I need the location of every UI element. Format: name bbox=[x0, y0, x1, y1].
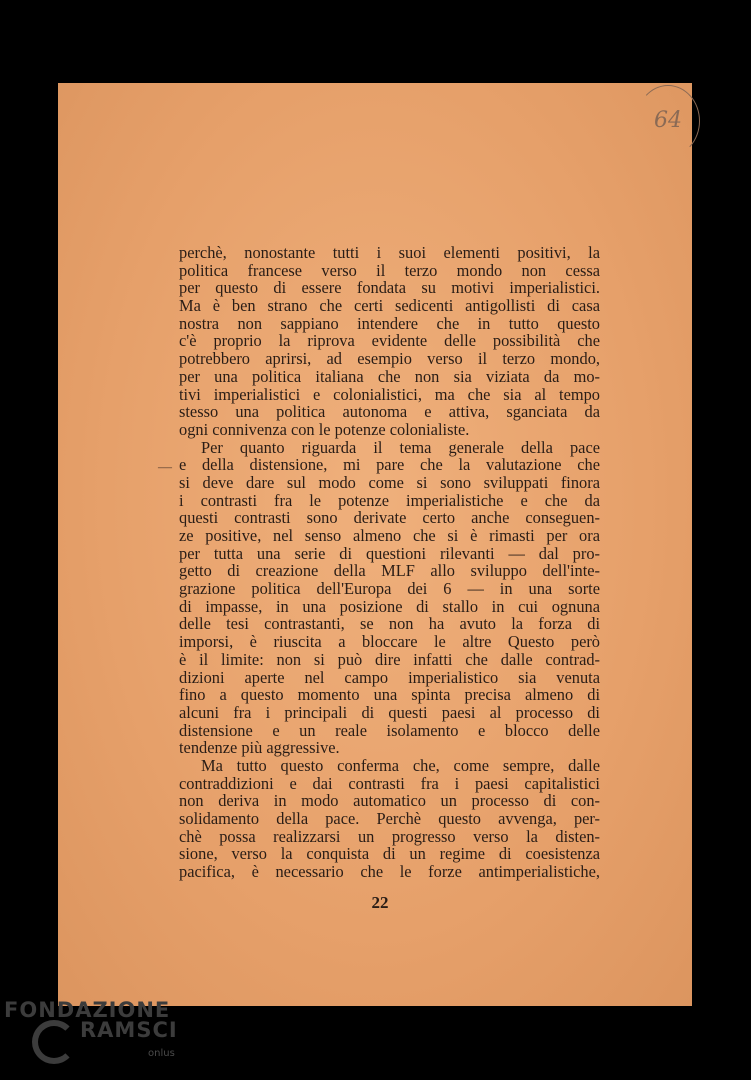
text-line: grazione politica dell'Europa dei 6 — in una sorte bbox=[179, 579, 600, 599]
text-line: per tutta una serie di questioni rilevanti — dal pro- bbox=[179, 543, 600, 563]
text-line: e della distensione, mi pare che la valutazione che bbox=[179, 455, 600, 475]
text-line: per una politica italiana che non sia viziata da mo- bbox=[179, 366, 600, 386]
text-line: imporsi, è riuscita a bloccare le altre Questo però bbox=[179, 632, 600, 652]
text-line: pacifica, è necessario che le forze antimperialistiche, bbox=[179, 862, 600, 882]
text-line: non deriva in modo automatico un processo di con- bbox=[179, 791, 600, 811]
text-line: Ma è ben strano che certi sedicenti antigollisti di casa bbox=[179, 296, 600, 316]
text-line: è il limite: non si può dire infatti che dalle contrad- bbox=[179, 649, 600, 669]
text-line: potrebbero aprirsi, ad esempio verso il terzo mondo, bbox=[179, 349, 600, 369]
text-line: stesso una politica autonoma e attiva, sganciata da bbox=[179, 402, 600, 422]
text-line: solidamento della pace. Perchè questo avvenga, per- bbox=[179, 809, 600, 828]
text-line: fino a questo momento una spinta precisa almeno di bbox=[179, 685, 600, 705]
text-line: i contrasti fra le potenze imperialistiche e che da bbox=[179, 490, 600, 510]
text-line: dizioni aperte nel campo imperialistico sia venuta bbox=[179, 667, 600, 687]
page-number: 22 bbox=[371, 893, 389, 912]
text-line: sione, verso la conquista di un regime di coesistenza bbox=[179, 844, 600, 864]
text-line: getto di creazione della MLF allo sviluppo dell'inte- bbox=[179, 561, 600, 581]
text-line: tendenze più aggressive. bbox=[179, 738, 340, 758]
text-line: per questo di essere fondata su motivi imperialistici. bbox=[179, 278, 600, 298]
text-line: contraddizioni e dai contrasti fra i paesi capitalistici bbox=[179, 773, 600, 793]
text-line: chè possa realizzarsi un progresso verso la disten- bbox=[179, 826, 600, 846]
body-text bbox=[179, 244, 600, 881]
fondazione-gramsci-logo bbox=[4, 998, 194, 1078]
logo-g-mark-icon bbox=[32, 1020, 76, 1064]
text-line: nostra non sappiano intendere che in tutto questo bbox=[179, 313, 600, 333]
margin-mark: — bbox=[158, 460, 172, 475]
logo-line-1: FONDAZIONE bbox=[4, 998, 171, 1022]
text-line: delle tesi contrastanti, se non ha avuto la forza di bbox=[179, 614, 600, 634]
handwritten-annotation: 64 bbox=[636, 85, 700, 157]
text-line: c'è proprio la riprova evidente delle possibilità che bbox=[179, 331, 600, 351]
logo-suffix: onlus bbox=[148, 1048, 175, 1059]
text-line: ogni connivenza con le potenze colonialiste. bbox=[179, 419, 470, 439]
text-line: si deve dare sul modo come si sono sviluppati finora bbox=[179, 472, 600, 492]
text-line: questi contrasti sono derivate certo anche conseguen- bbox=[179, 508, 600, 528]
text-line: perchè, nonostante tutti i suoi elementi positivi, la bbox=[179, 243, 600, 262]
text-line: di impasse, in una posizione di stallo in cui ognuna bbox=[179, 596, 600, 616]
text-line: ze positive, nel senso almeno che si è rimasti per ora bbox=[179, 526, 600, 545]
text-line: distensione e un reale isolamento e blocco delle bbox=[179, 720, 600, 740]
text-line: tivi imperialistici e colonialistici, ma che sia al tempo bbox=[179, 384, 600, 404]
logo-line-2: RAMSCI bbox=[80, 1018, 178, 1042]
text-line: alcuni fra i principali di questi paesi al processo di bbox=[179, 702, 600, 722]
text-line: Ma tutto questo conferma che, come sempre, dalle bbox=[201, 755, 600, 775]
text-line: politica francese verso il terzo mondo non cessa bbox=[179, 260, 600, 280]
text-line: Per quanto riguarda il tema generale della pace bbox=[201, 437, 600, 457]
